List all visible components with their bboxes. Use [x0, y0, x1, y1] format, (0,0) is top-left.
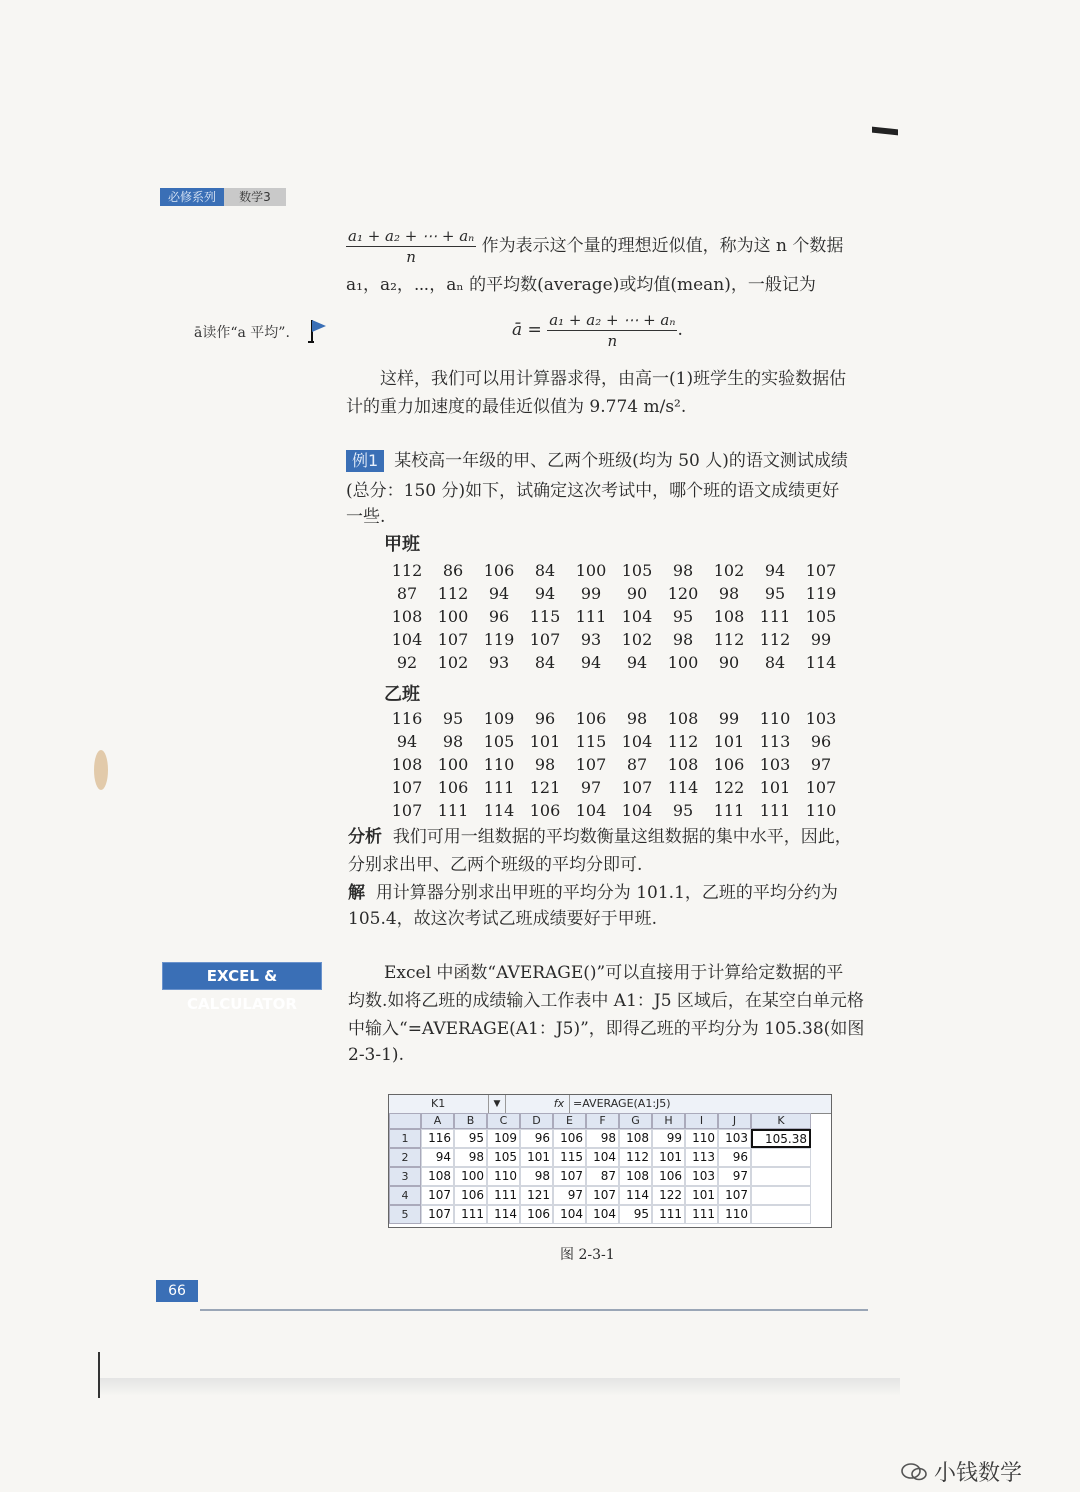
sheet-cell[interactable]: 104	[553, 1205, 586, 1224]
sheet-cell[interactable]: 107	[586, 1186, 619, 1205]
display-numerator: a₁ + a₂ + ⋯ + aₙ	[549, 311, 676, 329]
score-cell: 90	[718, 653, 740, 672]
score-cell: 104	[621, 801, 653, 820]
score-cell: 111	[759, 801, 791, 820]
score-cell: 101	[713, 732, 745, 751]
solution-line-2: 105.4，故这次考试乙班成绩要好于甲班.	[348, 909, 658, 929]
sheet-cell[interactable]: 111	[685, 1205, 718, 1224]
sheet-cell[interactable]: 112	[619, 1148, 652, 1167]
score-cell: 102	[713, 561, 745, 580]
score-cell: 95	[764, 584, 786, 603]
score-cell: 111	[483, 778, 515, 797]
example-line-2: (总分：150 分)如下，试确定这次考试中，哪个班的语文成绩更好	[346, 481, 840, 501]
sheet-cell[interactable]: 101	[652, 1148, 685, 1167]
score-cell: 111	[759, 607, 791, 626]
formula-input[interactable]: =AVERAGE(A1:J5)	[573, 1097, 671, 1110]
score-cell: 111	[437, 801, 469, 820]
score-cell: 100	[437, 755, 469, 774]
score-cell: 92	[396, 653, 418, 672]
analysis-lead: 分析	[348, 827, 382, 847]
score-cell: 84	[764, 653, 786, 672]
figure-caption: 图 2-3-1	[560, 1247, 615, 1263]
sheet-cell[interactable]: 106	[454, 1186, 487, 1205]
sheet-cell[interactable]: 95	[454, 1129, 487, 1148]
paper-stain	[94, 750, 108, 790]
score-cell: 108	[713, 607, 745, 626]
wechat-icon	[900, 1462, 928, 1482]
footer-rule	[200, 1309, 868, 1311]
sheet-cell[interactable]: 96	[520, 1129, 553, 1148]
score-cell: 108	[667, 755, 699, 774]
sheet-cell[interactable]: 107	[421, 1186, 454, 1205]
sheet-cell[interactable]	[751, 1167, 811, 1186]
score-cell: 121	[529, 778, 561, 797]
sheet-cell[interactable]: 87	[586, 1167, 619, 1186]
column-header-k[interactable]: K	[751, 1113, 811, 1129]
column-header-i[interactable]: I	[685, 1113, 718, 1129]
score-cell: 93	[580, 630, 602, 649]
score-cell: 114	[805, 653, 837, 672]
sheet-cell[interactable]: 115	[553, 1148, 586, 1167]
score-cell: 96	[534, 709, 556, 728]
class-b-label: 乙班	[384, 684, 420, 705]
sheet-cell[interactable]: 103	[718, 1129, 751, 1148]
score-cell: 108	[391, 607, 423, 626]
score-cell: 107	[391, 778, 423, 797]
score-cell: 98	[534, 755, 556, 774]
sheet-cell[interactable]: 103	[685, 1167, 718, 1186]
score-cell: 107	[621, 778, 653, 797]
sheet-cell[interactable]: 108	[619, 1167, 652, 1186]
example-text-1: 某校高一年级的甲、乙两个班级(均为 50 人)的语文测试成绩	[394, 451, 848, 471]
score-row	[384, 560, 844, 582]
sheet-cell[interactable]: 114	[487, 1205, 520, 1224]
column-header-c[interactable]: C	[487, 1113, 520, 1129]
fx-icon[interactable]: fx	[549, 1095, 570, 1113]
score-cell: 99	[810, 630, 832, 649]
excel-text-2: 均数.如将乙班的成绩输入工作表中 A1：J5 区域后，在某空白单元格	[348, 991, 864, 1011]
score-cell: 111	[713, 801, 745, 820]
score-cell: 119	[483, 630, 515, 649]
display-formula: ā = $\frac{\text{a₁ + a₂ + ⋯ + aₙ}}{n}$ .	[512, 311, 683, 350]
score-cell: 95	[672, 607, 694, 626]
analysis-line-2: 分别求出甲、乙两个班级的平均分即可.	[348, 855, 643, 875]
score-cell: 104	[621, 607, 653, 626]
score-cell: 106	[483, 561, 515, 580]
name-box-dropdown-icon[interactable]: ▼	[489, 1095, 506, 1113]
formula-bar	[389, 1095, 831, 1114]
score-cell: 98	[442, 732, 464, 751]
column-header-g[interactable]: G	[619, 1113, 652, 1129]
score-cell: 106	[529, 801, 561, 820]
score-cell: 113	[759, 732, 791, 751]
sheet-cell[interactable]: 96	[718, 1148, 751, 1167]
score-row	[384, 777, 844, 799]
name-box[interactable]: K1	[389, 1095, 489, 1113]
sheet-cell[interactable]: 107	[421, 1205, 454, 1224]
sheet-cell[interactable]: 108	[421, 1167, 454, 1186]
sheet-cell[interactable]: 113	[685, 1148, 718, 1167]
sheet-cell[interactable]: 106	[520, 1205, 553, 1224]
row-header-2[interactable]: 2	[389, 1148, 421, 1167]
sheet-cell[interactable]: 106	[652, 1167, 685, 1186]
sheet-cell[interactable]	[751, 1186, 811, 1205]
score-cell: 102	[621, 630, 653, 649]
score-cell: 107	[391, 801, 423, 820]
watermark: 小钱数学	[934, 1461, 1023, 1486]
score-cell: 94	[534, 584, 556, 603]
score-row	[384, 652, 844, 674]
row-header-5[interactable]: 5	[389, 1205, 421, 1224]
score-cell: 110	[759, 709, 791, 728]
row-header-4[interactable]: 4	[389, 1186, 421, 1205]
score-cell: 109	[483, 709, 515, 728]
sheet-cell[interactable]: 105	[487, 1148, 520, 1167]
row-header-3[interactable]: 3	[389, 1167, 421, 1186]
score-cell: 104	[621, 732, 653, 751]
excel-text-4: 2-3-1).	[348, 1045, 404, 1065]
score-cell: 94	[396, 732, 418, 751]
corner-mark	[872, 127, 898, 136]
column-header-h[interactable]: H	[652, 1113, 685, 1129]
example-line-3: 一些.	[346, 507, 386, 527]
score-cell: 94	[488, 584, 510, 603]
score-cell: 97	[580, 778, 602, 797]
column-header-f[interactable]: F	[586, 1113, 619, 1129]
score-cell: 98	[672, 630, 694, 649]
score-cell: 90	[626, 584, 648, 603]
score-cell: 98	[718, 584, 740, 603]
score-cell: 114	[667, 778, 699, 797]
score-cell: 97	[810, 755, 832, 774]
score-cell: 108	[391, 755, 423, 774]
sheet-cell[interactable]	[751, 1148, 811, 1167]
mean-numerator: a₁ + a₂ + ⋯ + aₙ	[348, 227, 475, 245]
solution-text-1: 用计算器分别求出甲班的平均分为 101.1，乙班的平均分约为	[375, 883, 838, 903]
score-cell: 110	[483, 755, 515, 774]
column-header-j[interactable]: J	[718, 1113, 751, 1129]
score-cell: 107	[529, 630, 561, 649]
score-cell: 84	[534, 561, 556, 580]
para2-line-2: 计的重力加速度的最佳近似值为 9.774 m/s².	[346, 397, 687, 417]
score-cell: 122	[713, 778, 745, 797]
score-cell: 101	[529, 732, 561, 751]
side-note: ā读作“a 平均”.	[194, 325, 290, 341]
sheet-cell[interactable]: 100	[454, 1167, 487, 1186]
score-cell: 107	[805, 778, 837, 797]
score-row	[384, 629, 844, 651]
score-cell: 114	[483, 801, 515, 820]
sheet-cell[interactable]: 111	[487, 1186, 520, 1205]
sheet-cell[interactable]: 122	[652, 1186, 685, 1205]
sheet-cell[interactable]: 109	[487, 1129, 520, 1148]
sheet-cell[interactable]: 121	[520, 1186, 553, 1205]
score-cell: 115	[529, 607, 561, 626]
score-cell: 103	[759, 755, 791, 774]
spreadsheet	[388, 1094, 832, 1228]
page-number: 66	[156, 1280, 198, 1302]
score-row	[384, 731, 844, 753]
score-row	[384, 606, 844, 628]
score-cell: 86	[442, 561, 464, 580]
sheet-cell[interactable]: 110	[718, 1205, 751, 1224]
text-line-1: 作为表示这个量的理想近似值，称为这 n 个数据	[481, 236, 844, 256]
score-cell: 111	[575, 607, 607, 626]
sheet-cell[interactable]: 111	[652, 1205, 685, 1224]
score-row	[384, 754, 844, 776]
display-denominator: n	[607, 332, 618, 350]
example-tag: 例1	[346, 450, 384, 472]
score-cell: 115	[575, 732, 607, 751]
sheet-cell[interactable]: 97	[718, 1167, 751, 1186]
sheet-cell[interactable]: 114	[619, 1186, 652, 1205]
score-cell: 100	[575, 561, 607, 580]
score-cell: 95	[442, 709, 464, 728]
sheet-cell[interactable]: 97	[553, 1186, 586, 1205]
sheet-cell[interactable]: 107	[553, 1167, 586, 1186]
score-cell: 96	[488, 607, 510, 626]
score-row	[384, 583, 844, 605]
score-cell: 102	[437, 653, 469, 672]
mean-denominator: n	[406, 248, 416, 266]
text-line-2: a₁，a₂，⋯，aₙ 的平均数(average)或均值(mean)，一般记为	[346, 275, 816, 295]
score-cell: 96	[810, 732, 832, 751]
header-book: 数学3	[224, 188, 286, 206]
display-fraction	[547, 310, 677, 351]
score-cell: 98	[626, 709, 648, 728]
result-cell[interactable]: 105.38	[751, 1129, 811, 1148]
score-cell: 107	[805, 561, 837, 580]
score-cell: 104	[575, 801, 607, 820]
para2-line-1: 这样，我们可以用计算器求得，由高一(1)班学生的实验数据估	[380, 369, 847, 389]
example-line-1	[346, 448, 848, 474]
score-cell: 116	[391, 709, 423, 728]
score-cell: 100	[667, 653, 699, 672]
score-cell: 112	[713, 630, 745, 649]
solution-lead: 解	[348, 883, 365, 903]
score-cell: 84	[534, 653, 556, 672]
score-cell: 87	[626, 755, 648, 774]
column-header-a[interactable]: A	[421, 1113, 454, 1129]
sheet-cell[interactable]: 104	[586, 1205, 619, 1224]
score-cell: 105	[621, 561, 653, 580]
score-cell: 120	[667, 584, 699, 603]
formula-line-1	[346, 226, 843, 267]
sheet-cell[interactable]: 98	[520, 1167, 553, 1186]
sheet-cell[interactable]: 107	[718, 1186, 751, 1205]
sheet-cell[interactable]	[751, 1205, 811, 1224]
sheet-cell[interactable]: 110	[487, 1167, 520, 1186]
score-cell: 106	[437, 778, 469, 797]
sheet-cell[interactable]: 98	[454, 1148, 487, 1167]
score-cell: 112	[667, 732, 699, 751]
sheet-cell[interactable]: 98	[586, 1129, 619, 1148]
sheet-cell[interactable]: 116	[421, 1129, 454, 1148]
analysis-text-1: 我们可用一组数据的平均数衡量这组数据的集中水平，因此，	[392, 827, 852, 847]
header-series: 必修系列	[160, 188, 224, 206]
page-edge	[98, 1352, 100, 1398]
excel-text-1: Excel 中函数“AVERAGE()”可以直接用于计算给定数据的平	[384, 963, 844, 983]
score-cell: 107	[575, 755, 607, 774]
page-bottom-shadow	[100, 1378, 900, 1396]
score-cell: 105	[805, 607, 837, 626]
class-a-label: 甲班	[384, 534, 420, 555]
mean-fraction	[346, 226, 476, 267]
score-cell: 106	[713, 755, 745, 774]
excel-text-3: 中输入“=AVERAGE(A1：J5)”，即得乙班的平均分为 105.38(如图	[348, 1019, 865, 1039]
score-cell: 105	[483, 732, 515, 751]
score-cell: 95	[672, 801, 694, 820]
score-row	[384, 800, 844, 822]
display-lhs: ā =	[512, 320, 542, 340]
score-cell: 110	[805, 801, 837, 820]
analysis-line-1	[348, 824, 852, 850]
score-cell: 87	[396, 584, 418, 603]
score-cell: 104	[391, 630, 423, 649]
score-cell: 100	[437, 607, 469, 626]
sheet-cell[interactable]: 110	[685, 1129, 718, 1148]
score-cell: 94	[626, 653, 648, 672]
score-cell: 108	[667, 709, 699, 728]
excel-calculator-badge: EXCEL & CALCULATOR	[162, 962, 322, 990]
solution-line-1	[348, 880, 838, 906]
score-cell: 112	[437, 584, 469, 603]
score-cell: 94	[580, 653, 602, 672]
sheet-cell[interactable]: 101	[520, 1148, 553, 1167]
score-row	[384, 708, 844, 730]
score-cell: 112	[759, 630, 791, 649]
sheet-cell[interactable]: 94	[421, 1148, 454, 1167]
sheet-cell[interactable]: 95	[619, 1205, 652, 1224]
score-cell: 93	[488, 653, 510, 672]
score-cell: 107	[437, 630, 469, 649]
score-cell: 101	[759, 778, 791, 797]
score-cell: 99	[718, 709, 740, 728]
flag-icon	[308, 318, 328, 344]
sheet-cell[interactable]: 111	[454, 1205, 487, 1224]
row-header-1[interactable]: 1	[389, 1129, 421, 1148]
score-cell: 98	[672, 561, 694, 580]
score-cell: 106	[575, 709, 607, 728]
column-header-b[interactable]: B	[454, 1113, 487, 1129]
score-cell: 112	[391, 561, 423, 580]
score-cell: 103	[805, 709, 837, 728]
sheet-cell[interactable]: 101	[685, 1186, 718, 1205]
sheet-cell[interactable]: 106	[553, 1129, 586, 1148]
column-header-e[interactable]: E	[553, 1113, 586, 1129]
score-cell: 94	[764, 561, 786, 580]
sheet-cell[interactable]: 104	[586, 1148, 619, 1167]
score-cell: 99	[580, 584, 602, 603]
column-header-d[interactable]: D	[520, 1113, 553, 1129]
select-all-corner[interactable]	[389, 1113, 421, 1129]
score-cell: 119	[805, 584, 837, 603]
sheet-cell[interactable]: 99	[652, 1129, 685, 1148]
sheet-cell[interactable]: 108	[619, 1129, 652, 1148]
